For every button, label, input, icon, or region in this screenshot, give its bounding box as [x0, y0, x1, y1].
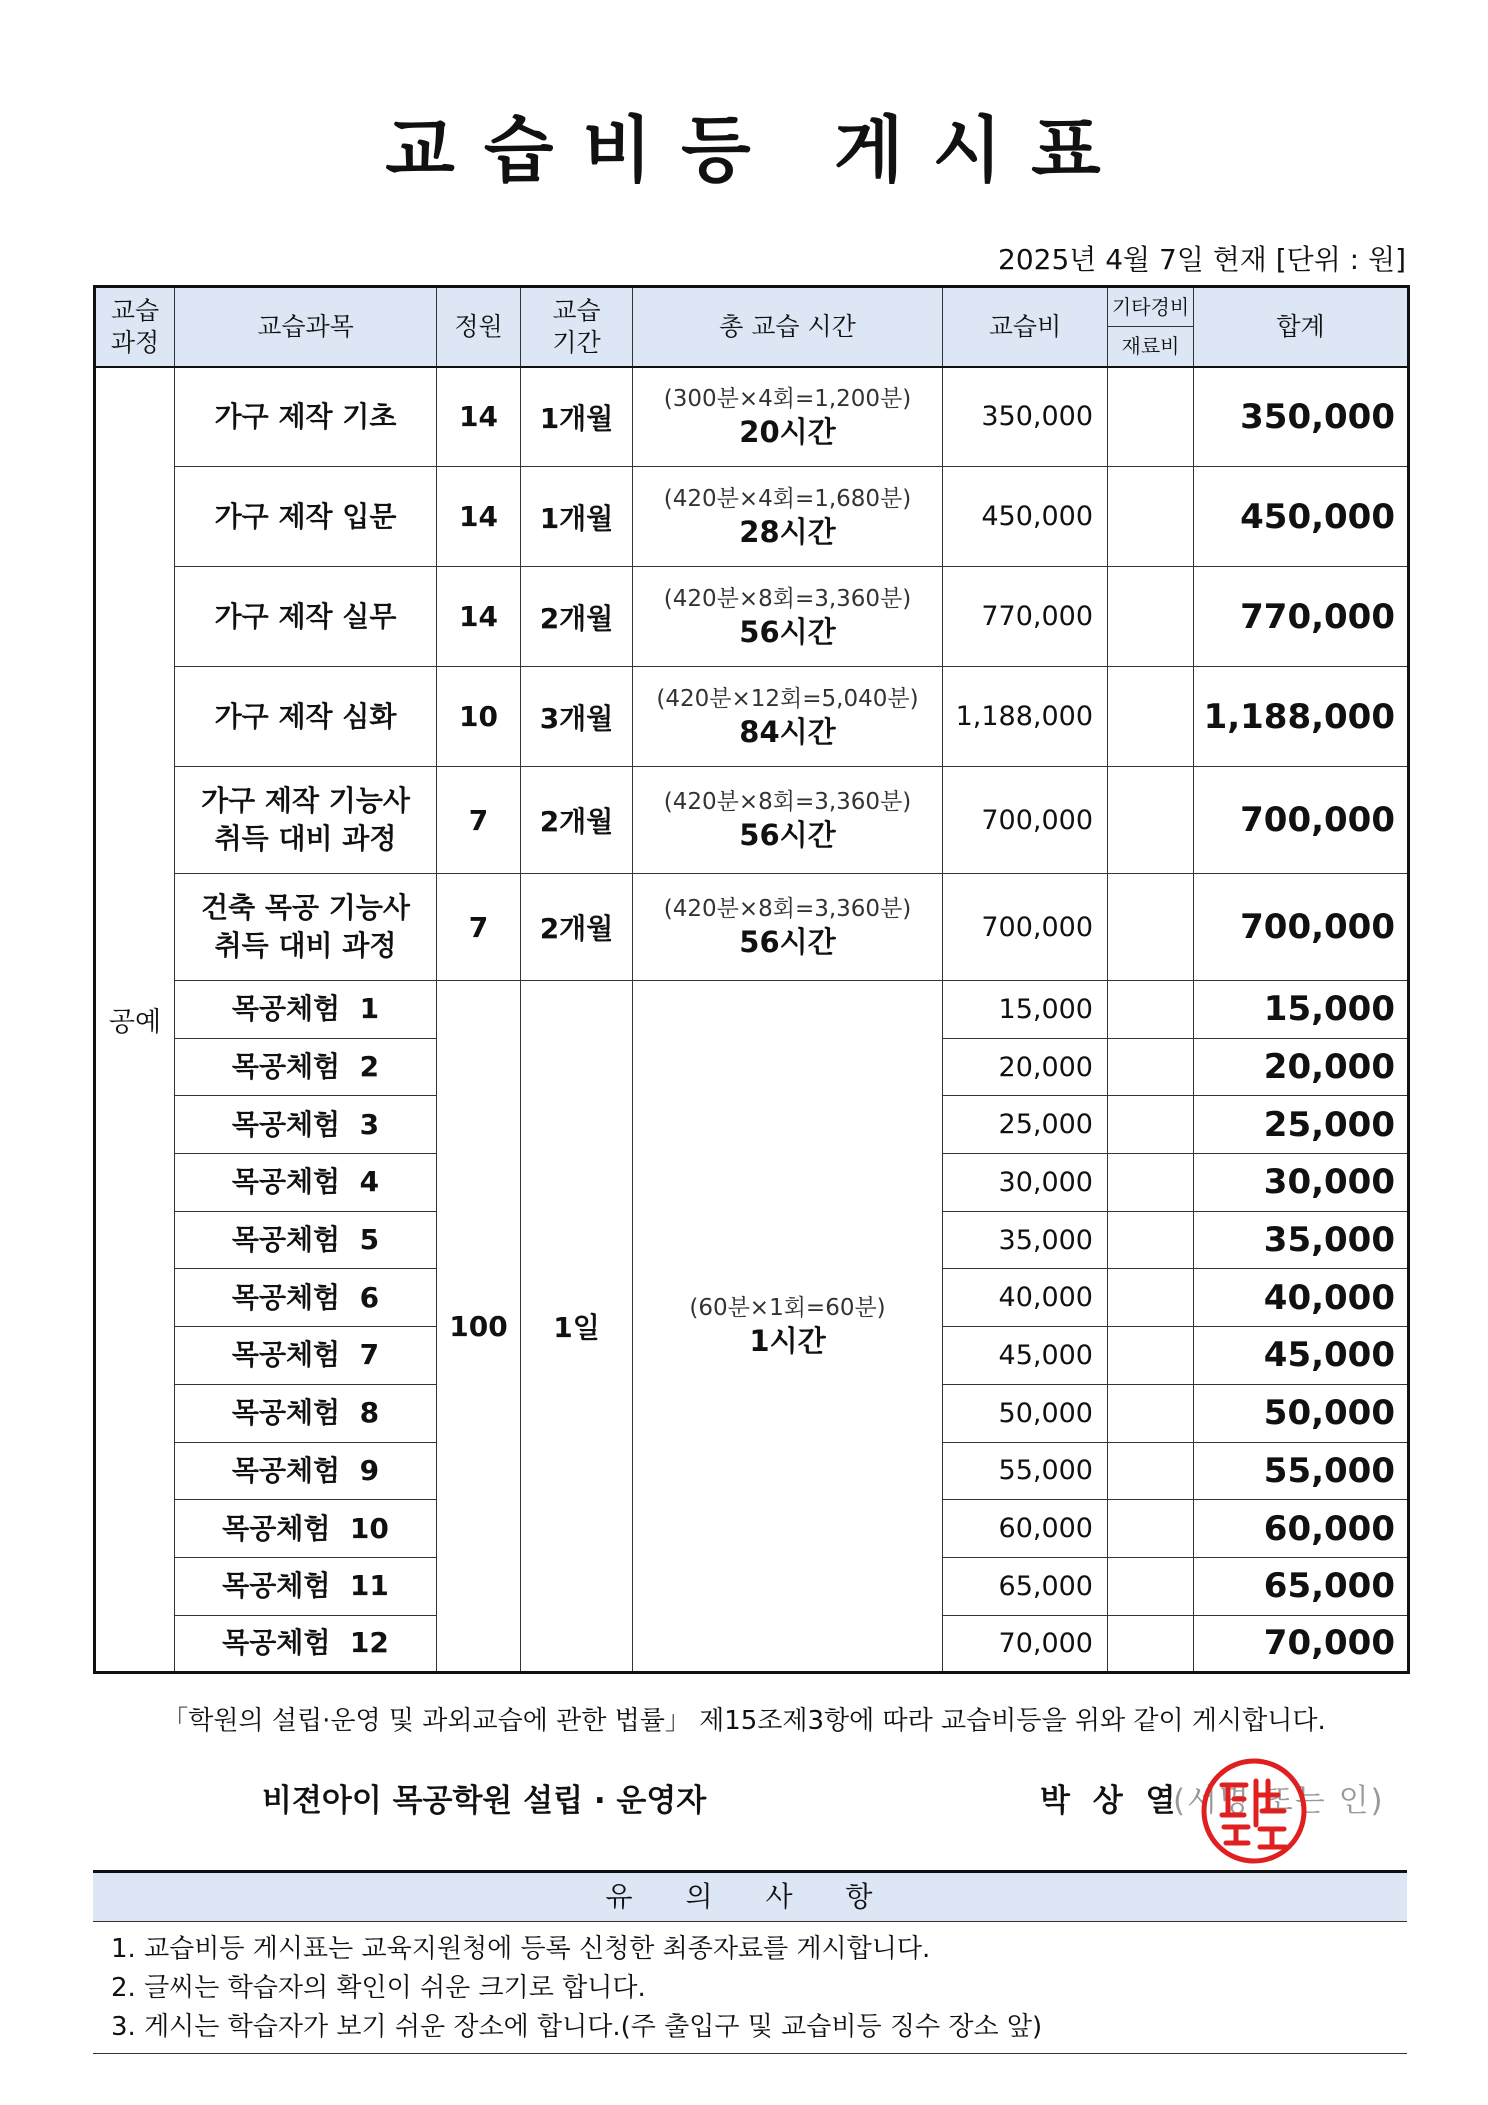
header-fee: 교습비	[943, 287, 1108, 367]
subject-cell: 목공체험 3	[175, 1096, 437, 1154]
notes-list	[93, 1922, 1407, 2054]
subject-cell: 목공체험 7	[175, 1327, 437, 1385]
fee-cell: 25,000	[943, 1096, 1108, 1154]
header-period: 교습 기간	[521, 287, 633, 367]
fee-cell: 30,000	[943, 1154, 1108, 1212]
period-cell: 1개월	[521, 367, 633, 467]
total-cell: 65,000	[1194, 1557, 1409, 1615]
period-cell: 2개월	[521, 874, 633, 981]
fee-cell: 20,000	[943, 1038, 1108, 1096]
seal-label: (서명 또는 인)	[1173, 1783, 1385, 1819]
total-cell: 50,000	[1194, 1384, 1409, 1442]
total-cell: 45,000	[1194, 1327, 1409, 1385]
time-hours: 56시간	[739, 818, 836, 852]
material-cell	[1108, 467, 1194, 567]
material-cell	[1108, 1038, 1194, 1096]
law-notice: 「학원의 설립·운영 및 과외교습에 관한 법률」 제15조제3항에 따라 교습비등을 위와 같이 게시합니다.	[162, 1706, 1326, 1736]
note-item: 3. 게시는 학습자가 보기 쉬운 장소에 합니다.(주 출입구 및 교습비등 징수 장소 앞)	[111, 2012, 1043, 2042]
total-cell: 25,000	[1194, 1096, 1409, 1154]
notes-section	[93, 1870, 1407, 2054]
time-calc: (60분×1회=60분)	[689, 1295, 886, 1322]
time-cell	[633, 667, 943, 767]
date-line: 2025년 4월 7일 현재 [단위 : 원]	[998, 243, 1406, 276]
capacity-cell: 7	[437, 874, 521, 981]
subject-cell: 목공체험 10	[175, 1500, 437, 1558]
subject-cell: 가구 제작 기초	[175, 367, 437, 467]
subject-cell: 목공체험 6	[175, 1269, 437, 1327]
total-cell: 15,000	[1194, 981, 1409, 1039]
capacity-cell: 14	[437, 567, 521, 667]
capacity-cell: 7	[437, 767, 521, 874]
capacity-cell: 14	[437, 467, 521, 567]
period-cell: 1일	[521, 981, 633, 1673]
subject-cell: 건축 목공 기능사 취득 대비 과정	[175, 874, 437, 981]
subject-cell: 가구 제작 실무	[175, 567, 437, 667]
total-cell: 70,000	[1194, 1615, 1409, 1673]
material-cell	[1108, 667, 1194, 767]
subject-cell: 목공체험 9	[175, 1442, 437, 1500]
total-cell: 60,000	[1194, 1500, 1409, 1558]
signer-name: 박 상 열	[1040, 1783, 1182, 1819]
subject-cell: 목공체험 11	[175, 1557, 437, 1615]
material-cell	[1108, 767, 1194, 874]
subject-cell: 목공체험 8	[175, 1384, 437, 1442]
total-cell: 1,188,000	[1194, 667, 1409, 767]
material-cell	[1108, 1269, 1194, 1327]
subject-cell: 목공체험 2	[175, 1038, 437, 1096]
time-calc: (420분×8회=3,360분)	[663, 896, 912, 922]
table-row	[95, 567, 1409, 667]
total-cell: 55,000	[1194, 1442, 1409, 1500]
header-material: 재료비	[1108, 327, 1194, 367]
subject-cell: 가구 제작 심화	[175, 667, 437, 767]
page-title: 교 습 비 등 게 시 표	[385, 108, 1103, 192]
material-cell	[1108, 1327, 1194, 1385]
table-row	[95, 467, 1409, 567]
table-row	[95, 367, 1409, 467]
material-cell	[1108, 1500, 1194, 1558]
subject-cell: 목공체험 12	[175, 1615, 437, 1673]
material-cell	[1108, 1211, 1194, 1269]
time-cell	[633, 874, 943, 981]
period-cell: 3개월	[521, 667, 633, 767]
material-cell	[1108, 1096, 1194, 1154]
fee-table	[93, 285, 1410, 1674]
fee-cell: 35,000	[943, 1211, 1108, 1269]
material-cell	[1108, 1154, 1194, 1212]
time-calc: (420분×8회=3,360분)	[663, 585, 912, 612]
fee-cell: 70,000	[943, 1615, 1108, 1673]
signer-org: 비젼아이 목공학원 설립 · 운영자	[262, 1783, 707, 1819]
capacity-cell: 100	[437, 981, 521, 1673]
material-cell	[1108, 874, 1194, 981]
fee-cell: 45,000	[943, 1327, 1108, 1385]
capacity-cell: 14	[437, 367, 521, 467]
table-row	[95, 874, 1409, 981]
time-calc: (420분×12회=5,040분)	[656, 685, 919, 712]
total-cell: 40,000	[1194, 1269, 1409, 1327]
header-total: 합계	[1194, 287, 1409, 367]
fee-cell: 50,000	[943, 1384, 1108, 1442]
fee-cell: 770,000	[943, 567, 1108, 667]
header-capacity: 정원	[437, 287, 521, 367]
fee-cell: 65,000	[943, 1557, 1108, 1615]
time-cell	[633, 767, 943, 874]
material-cell	[1108, 1615, 1194, 1673]
period-cell: 2개월	[521, 767, 633, 874]
time-cell	[633, 981, 943, 1673]
total-cell: 700,000	[1194, 767, 1409, 874]
total-cell: 20,000	[1194, 1038, 1409, 1096]
time-hours: 1시간	[749, 1324, 826, 1359]
period-cell: 2개월	[521, 567, 633, 667]
fee-cell: 700,000	[943, 767, 1108, 874]
time-cell	[633, 367, 943, 467]
note-item: 1. 교습비등 게시표는 교육지원청에 등록 신청한 최종자료를 게시합니다.	[111, 1934, 931, 1964]
material-cell	[1108, 367, 1194, 467]
subject-cell: 목공체험 4	[175, 1154, 437, 1212]
fee-cell: 700,000	[943, 874, 1108, 981]
subject-cell: 목공체험 1	[175, 981, 437, 1039]
fee-cell: 55,000	[943, 1442, 1108, 1500]
time-hours: 84시간	[739, 714, 836, 749]
material-cell	[1108, 981, 1194, 1039]
subject-cell: 가구 제작 입문	[175, 467, 437, 567]
header-course: 교습 과정	[95, 287, 175, 367]
period-cell: 1개월	[521, 467, 633, 567]
total-cell: 35,000	[1194, 1211, 1409, 1269]
material-cell	[1108, 1557, 1194, 1615]
total-cell: 350,000	[1194, 367, 1409, 467]
fee-cell: 60,000	[943, 1500, 1108, 1558]
table-row	[95, 767, 1409, 874]
header-total-time: 총 교습 시간	[633, 287, 943, 367]
time-cell	[633, 567, 943, 667]
time-hours: 56시간	[739, 614, 836, 649]
capacity-cell: 10	[437, 667, 521, 767]
time-calc: (300분×4회=1,200분)	[663, 385, 912, 412]
header-other-expense: 기타경비	[1108, 287, 1194, 327]
time-cell	[633, 467, 943, 567]
fee-cell: 40,000	[943, 1269, 1108, 1327]
time-calc: (420분×8회=3,360분)	[663, 789, 912, 815]
total-cell: 30,000	[1194, 1154, 1409, 1212]
subject-cell: 가구 제작 기능사 취득 대비 과정	[175, 767, 437, 874]
fee-cell: 450,000	[943, 467, 1108, 567]
fee-cell: 1,188,000	[943, 667, 1108, 767]
time-hours: 28시간	[739, 514, 836, 549]
material-cell	[1108, 1384, 1194, 1442]
table-row	[95, 981, 1409, 1039]
fee-cell: 350,000	[943, 367, 1108, 467]
seal-stamp-icon	[1198, 1755, 1310, 1867]
time-calc: (420분×4회=1,680분)	[663, 485, 912, 512]
subject-cell: 목공체험 5	[175, 1211, 437, 1269]
header-subject: 교습과목	[175, 287, 437, 367]
total-cell: 770,000	[1194, 567, 1409, 667]
material-cell	[1108, 1442, 1194, 1500]
total-cell: 450,000	[1194, 467, 1409, 567]
material-cell	[1108, 567, 1194, 667]
category-cell: 공예	[95, 367, 175, 1673]
fee-cell: 15,000	[943, 981, 1108, 1039]
time-hours: 20시간	[739, 414, 836, 449]
time-hours: 56시간	[739, 925, 836, 959]
notes-title: 유 의 사 항	[93, 1870, 1407, 1922]
note-item: 2. 글씨는 학습자의 확인이 쉬운 크기로 합니다.	[111, 1973, 646, 2003]
table-row	[95, 667, 1409, 767]
total-cell: 700,000	[1194, 874, 1409, 981]
